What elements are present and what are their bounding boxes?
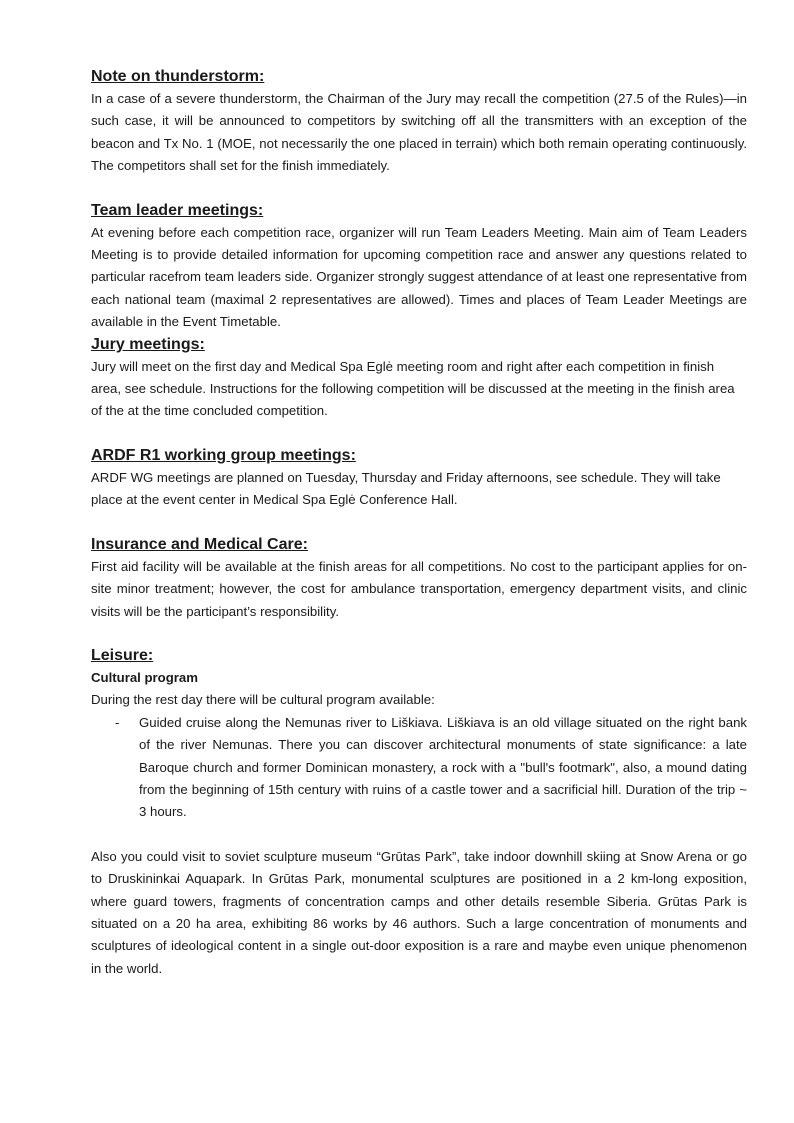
leisure-closing-text: Also you could visit to soviet sculpture museum “Grūtas Park”, take indoor downhill skiing at Snow Arena or go to Druskininkai Aquapark. In Grūtas Park, monumental sculptures are positioned in a 2 km-long exposition, where guard towers, fragments of concentration camps and other details resemble Siberia. Grūtas Park is situated on a 20 ha area, exhibiting 86 works by 46 authors. Such a large concentration of monuments and sculptures of ideological content in a single out-door exposition is a rare and maybe even unique phenomenon in the world.: [91, 848, 747, 976]
insurance-heading: Insurance and Medical Care:: [91, 535, 308, 553]
jury-text: Jury will meet on the first day and Medical Spa Eglė meeting room and right after each competition in finish area, see schedule. Instructions for the following competition will be discussed at the meeting in the finish area of the at the time concluded competition.: [91, 358, 735, 419]
document-page: [91, 66, 747, 980]
thunderstorm-text: In a case of a severe thunderstorm, the Chairman of the Jury may recall the competition (27.5 of the Rules)—in such case, it will be announced to competitors by switching off all the transmitters with an exception of the beacon and Tx No. 1 (MOE, not necessarily the one placed in terrain) which both remain operating continuously. The competitors shall set for the finish immediately.: [91, 91, 747, 174]
team-leader-text: At evening before each competition race, organizer will run Team Leaders Meeting. Main aim of Team Leaders Meeting is to provide detailed information for upcoming competition race and answer any questions related to particular racefrom team leaders side. Organizer strongly suggest attendance of at least one representative from each national team (maximal 2 representatives are allowed). Times and places of Team Leader Meetings are available in the Event Timetable.: [91, 224, 747, 330]
cultural-program-subheading: Cultural program: [91, 669, 198, 685]
list-item-text: Guided cruise along the Nemunas river to Liškiava. Liškiava is an old village situated on the right bank of the river Nemunas. There you can discover architectural monuments of state significance: a late Baroque church and former Dominican monastery, a rock with a "bull's footmark", also, a mound dating from the beginning of 15th century with ruins of a castle tower and a sacrificial hill. Duration of the trip ~ 3 hours.: [139, 714, 747, 820]
list-item: [91, 712, 747, 824]
leisure-heading: Leisure:: [91, 646, 154, 664]
leisure-list: [91, 712, 747, 824]
leisure-intro: During the rest day there will be cultural program available:: [91, 692, 435, 708]
working-group-heading: ARDF R1 working group meetings:: [91, 446, 356, 464]
list-bullet: -: [115, 714, 120, 730]
thunderstorm-heading: Note on thunderstorm:: [91, 68, 265, 85]
insurance-text: First aid facility will be available at the finish areas for all competitions. No cost to the participant applies for on-site minor treatment; however, the cost for ambulance transportation, emergency department visits, and clinic visits will be the participant’s responsibility.: [91, 558, 747, 619]
team-leader-heading: Team leader meetings:: [91, 201, 264, 219]
working-group-text: ARDF WG meetings are planned on Tuesday, Thursday and Friday afternoons, see schedule. They will take place at the event center in Medical Spa Eglė Conference Hall.: [91, 469, 721, 508]
jury-heading: Jury meetings:: [91, 335, 205, 353]
